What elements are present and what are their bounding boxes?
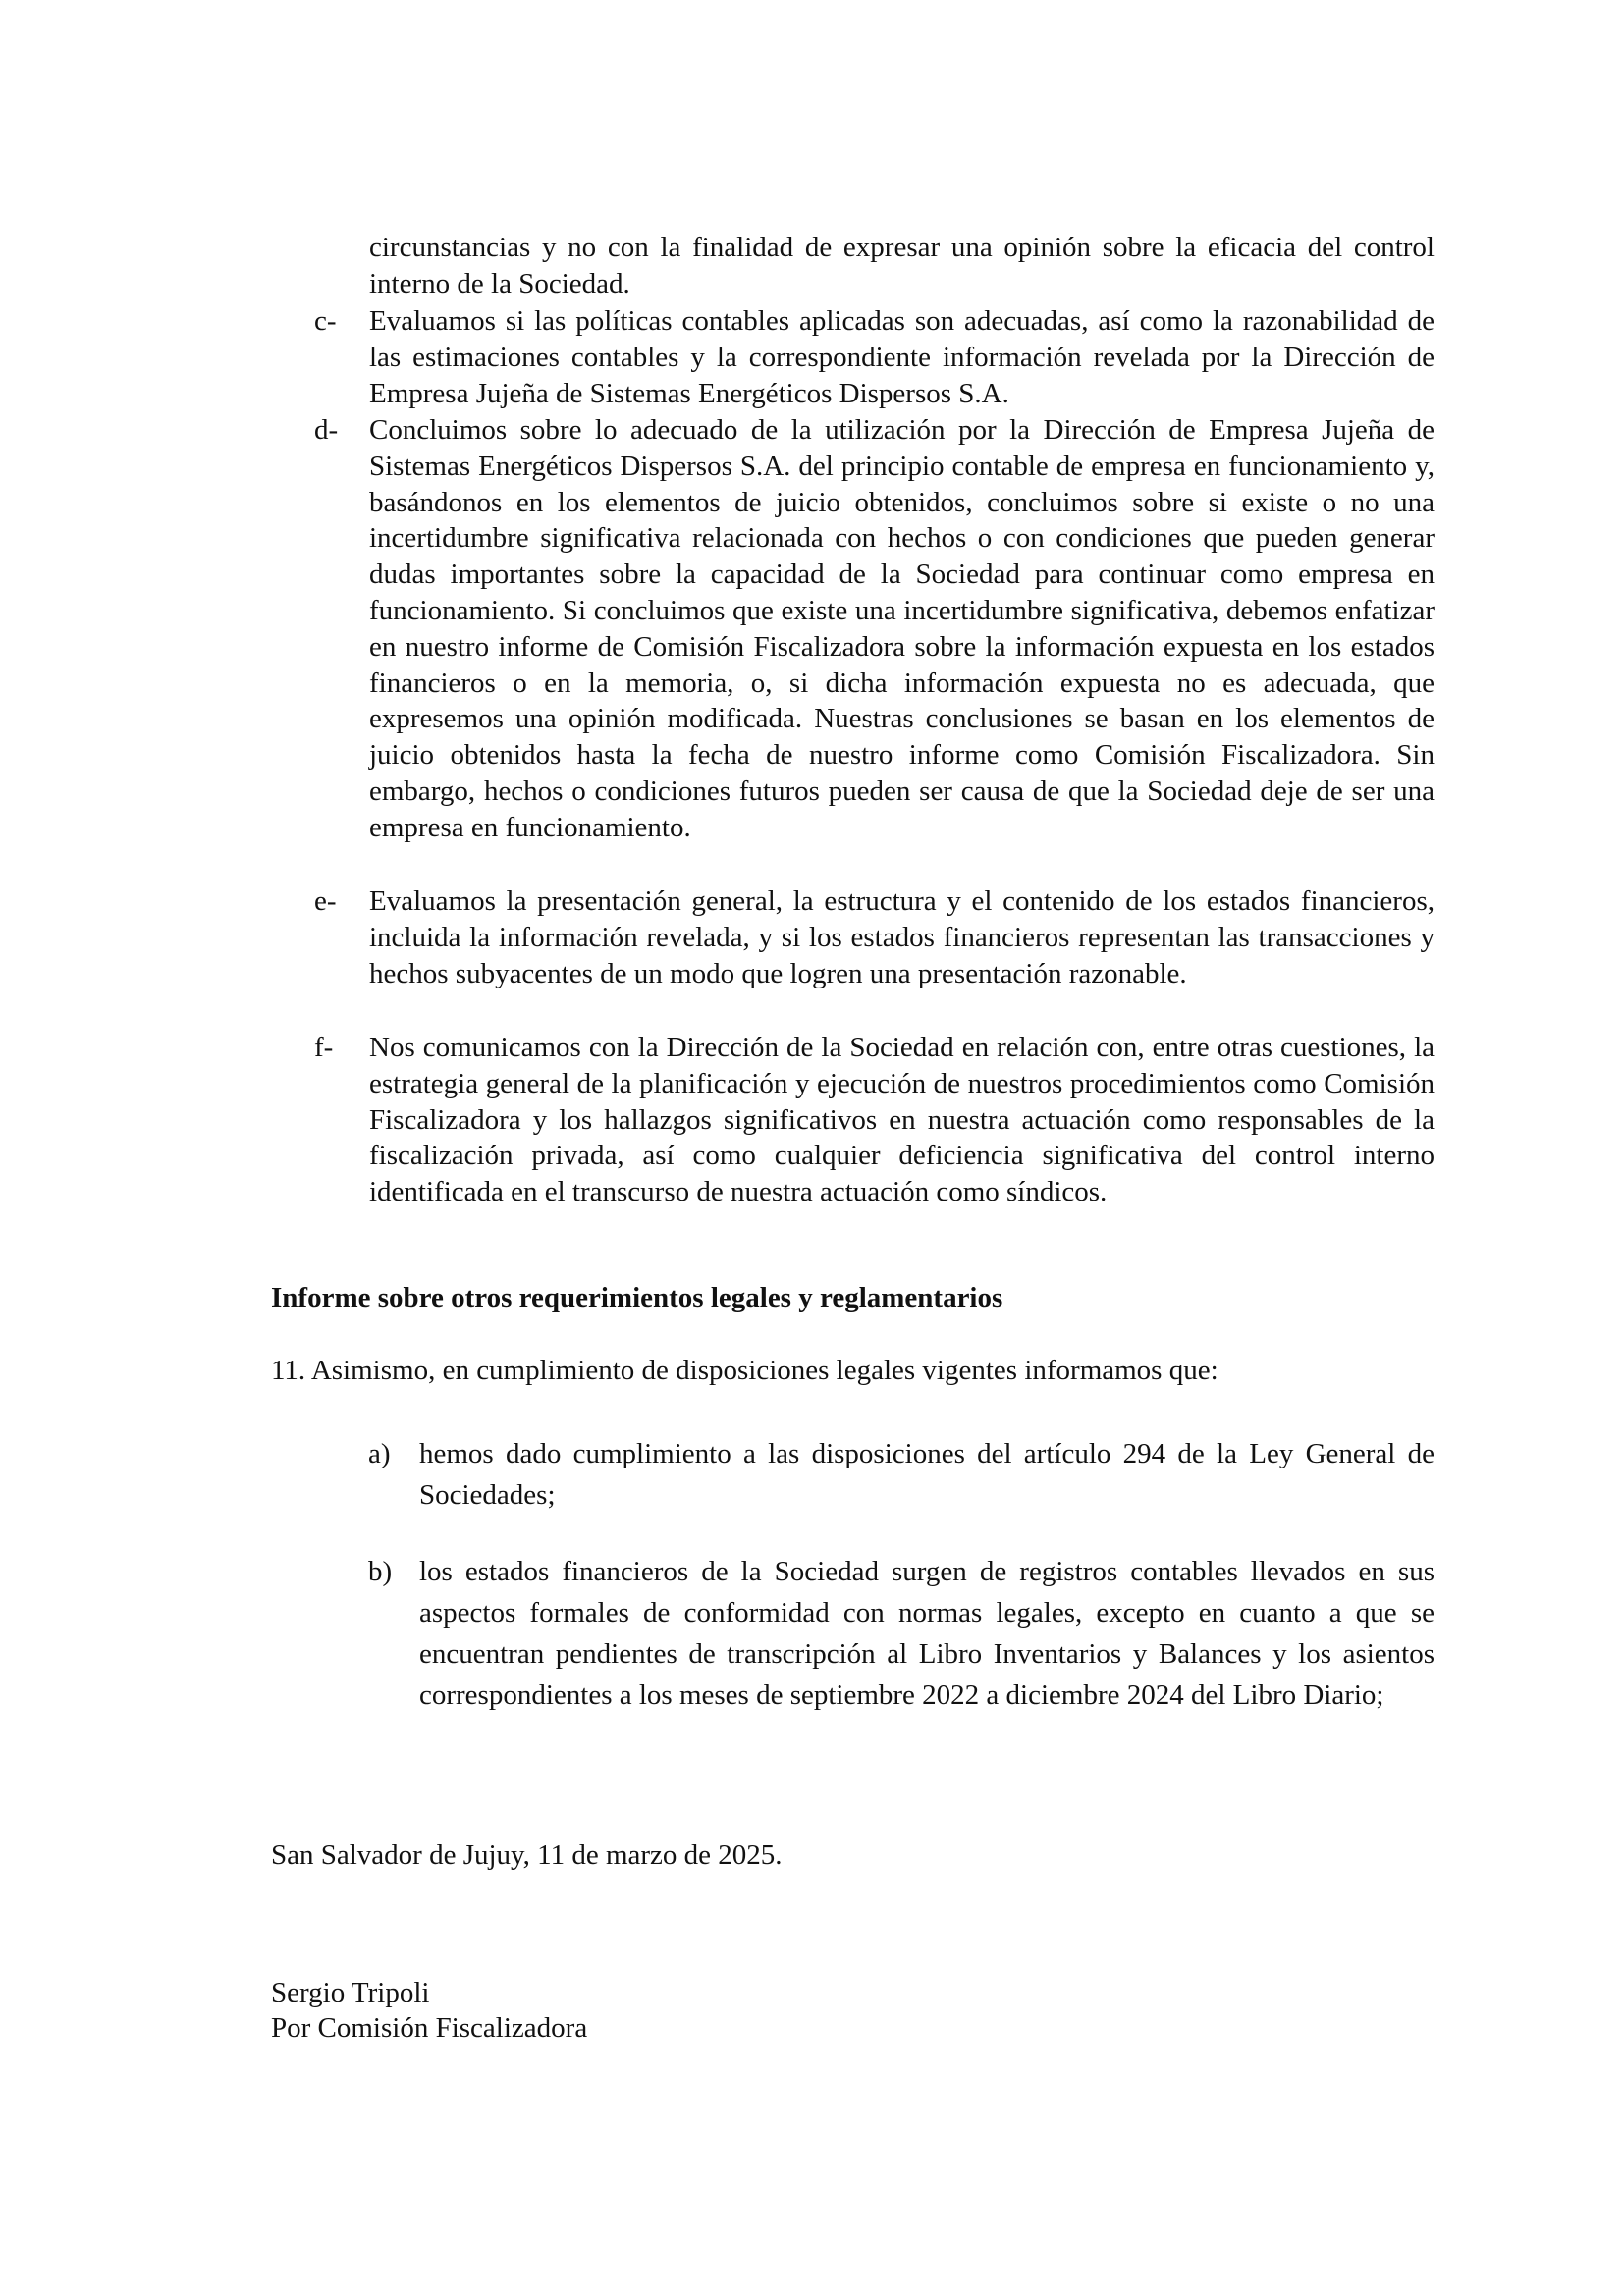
- list-marker: e-: [314, 885, 337, 917]
- subitem-marker: b): [368, 1556, 393, 1587]
- signatory-name: Sergio Tripoli: [271, 1977, 430, 2008]
- section-heading: Informe sobre otros requerimientos legales y reglamentarios: [271, 1282, 1003, 1313]
- signatory-role: Por Comisión Fiscalizadora: [271, 2012, 588, 2044]
- list-item-e: [314, 883, 1435, 991]
- list-item-text: Concluimos sobre lo adecuado de la utilización por la Dirección de Empresa Jujeña de Sistemas Energéticos Dispersos S.A. del principio contable de empresa en funcionamiento y, basándonos en los elementos de juicio obtenidos, concluimos sobre si existe o no una incertidumbre significativa relacionada con hechos o con condiciones que pueden generar dudas importantes sobre la capacidad de la Sociedad para continuar como empresa en funcionamiento. Si concluimos que existe una incertidumbre significativa, debemos enfatizar en nuestro informe de Comisión Fiscalizadora sobre la información expuesta en los estados financieros o en la memoria, o, si dicha información expuesta no es adecuada, que expresemos una opinión modificada. Nuestras conclusiones se basan en los elementos de juicio obtenidos hasta la fecha de nuestro informe como Comisión Fiscalizadora. Sin embargo, hechos o condiciones futuros pueden ser causa de que la Sociedad deje de ser una empresa en funcionamiento.: [369, 414, 1435, 843]
- list-item-c: [314, 303, 1435, 411]
- list-item-f: [314, 1030, 1435, 1210]
- subitem-a: [368, 1433, 1435, 1516]
- subitem-marker: a): [368, 1438, 391, 1469]
- paragraph-11: 11. Asimismo, en cumplimiento de disposiciones legales vigentes informamos que:: [271, 1355, 1218, 1386]
- continuation-paragraph: circunstancias y no con la finalidad de expresar una opinión sobre la eficacia del control interno de la Sociedad.: [369, 232, 1435, 299]
- list-item-text: Evaluamos la presentación general, la estructura y el contenido de los estados financieros, incluida la información revelada, y si los estados financieros representan las transacciones y hechos subyacentes de un modo que logren una presentación razonable.: [369, 885, 1435, 989]
- subitem-b: [368, 1551, 1435, 1716]
- list-marker: d-: [314, 414, 339, 446]
- list-marker: c-: [314, 305, 337, 337]
- subitem-text: los estados financieros de la Sociedad surgen de registros contables llevados en sus aspectos formales de conformidad con normas legales, excepto en cuanto a que se encuentran pendientes de transcripción al Libro Inventarios y Balances y los asientos correspondientes a los meses de septiembre 2022 a diciembre 2024 del Libro Diario;: [419, 1556, 1435, 1711]
- place-date: San Salvador de Jujuy, 11 de marzo de 2025.: [271, 1840, 783, 1871]
- list-item-text: Nos comunicamos con la Dirección de la Sociedad en relación con, entre otras cuestiones, la estrategia general de la planificación y ejecución de nuestros procedimientos como Comisión Fiscalizadora y los hallazgos significativos en nuestra actuación como responsables de la fiscalización privada, así como cualquier deficiencia significativa del control interno identificada en el transcurso de nuestra actuación como síndicos.: [369, 1032, 1435, 1208]
- list-item-d: [314, 412, 1435, 846]
- signature-block: [271, 1975, 587, 2046]
- list-item-text: Evaluamos si las políticas contables aplicadas son adecuadas, así como la razonabilidad de las estimaciones contables y la correspondiente información revelada por la Dirección de Empresa Jujeña de Sistemas Energéticos Dispersos S.A.: [369, 305, 1435, 409]
- subitem-text: hemos dado cumplimiento a las disposiciones del artículo 294 de la Ley General de Sociedades;: [419, 1438, 1435, 1511]
- list-marker: f-: [314, 1032, 334, 1063]
